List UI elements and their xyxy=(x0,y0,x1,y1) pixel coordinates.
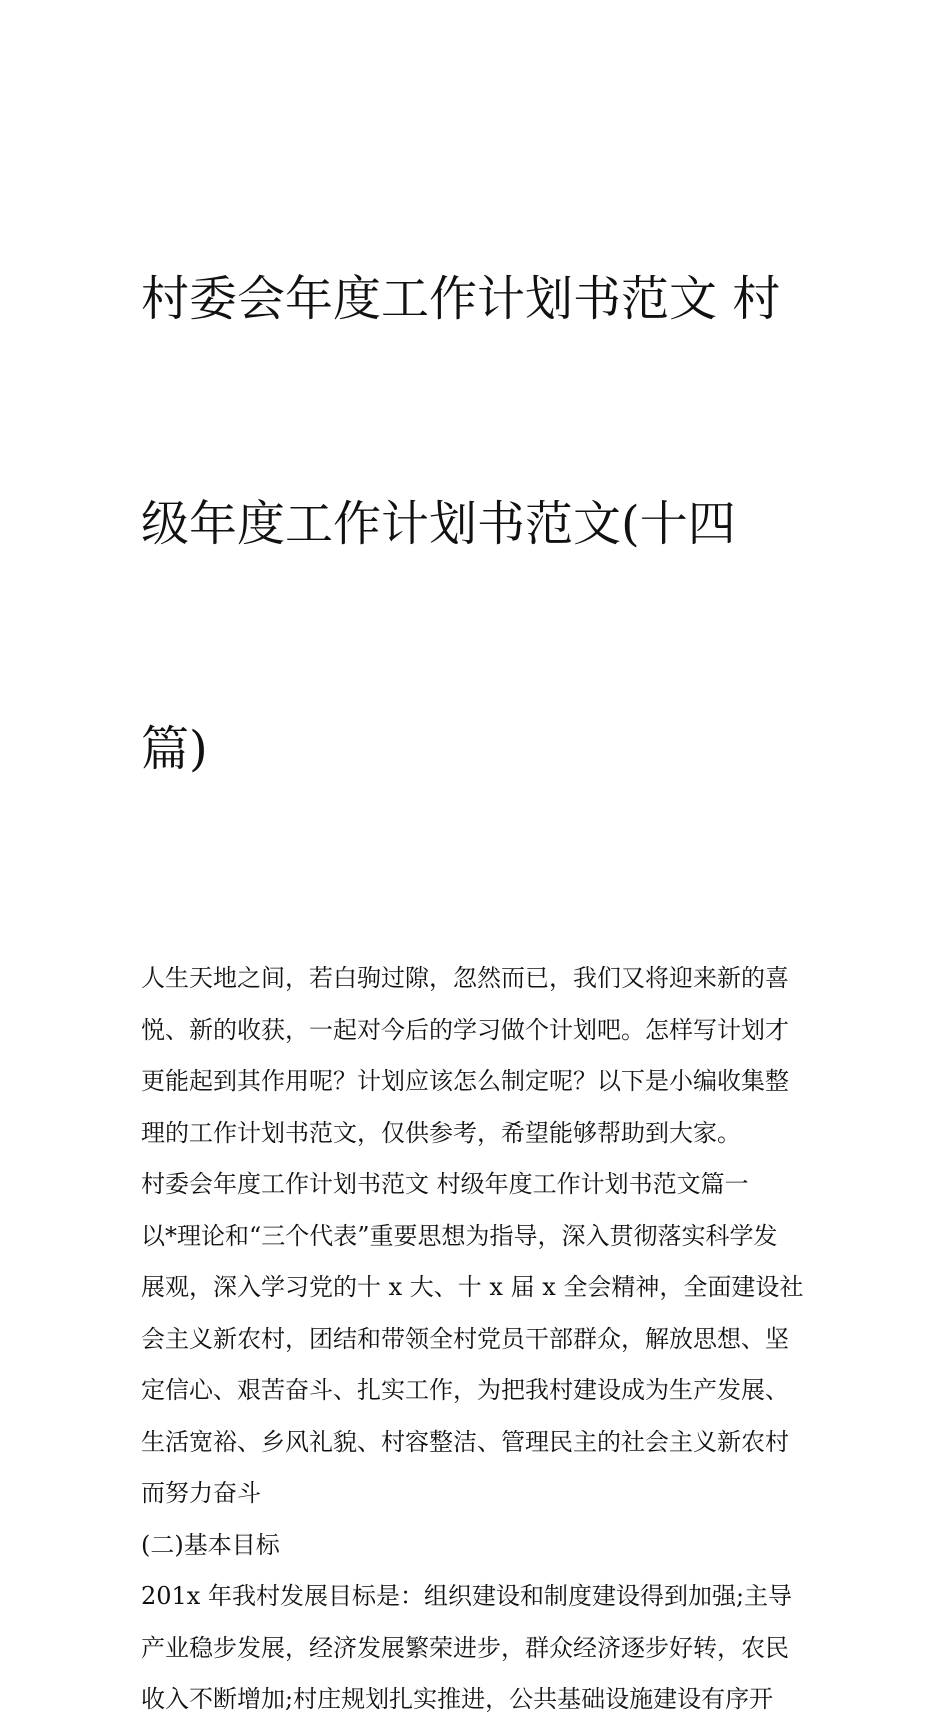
paragraph-line: 201x 年我村发展目标是：组织建设和制度建设得到加强;主导 xyxy=(141,1582,793,1610)
intro-line: 更能起到其作用呢？计划应该怎么制定呢？以下是小编收集整 xyxy=(141,1067,789,1095)
paragraph-line: 会主义新农村，团结和带领全村党员干部群众，解放思想、坚 xyxy=(141,1324,789,1353)
paragraph-line: 定信心、艰苦奋斗、扎实工作，为把我村建设成为生产发展、 xyxy=(141,1376,789,1404)
section-heading: 村委会年度工作计划书范文 村级年度工作计划书范文篇一 xyxy=(141,1170,749,1198)
document-body xyxy=(141,953,813,1726)
paragraph-line: 收入不断增加;村庄规划扎实推进，公共基础设施建设有序开 xyxy=(141,1685,774,1713)
intro-line: 悦、新的收获，一起对今后的学习做个计划吧。怎样写计划才 xyxy=(141,1015,789,1044)
paragraph-line: 产业稳步发展，经济发展繁荣进步，群众经济逐步好转，农民 xyxy=(141,1633,789,1662)
subheading: (二)基本目标 xyxy=(141,1530,280,1559)
title-line: 村委会年度工作计划书范文 村 xyxy=(141,271,781,327)
document-page xyxy=(141,112,813,1726)
paragraph-line: 展观，深入学习党的十 x 大、十 x 届 x 全会精神，全面建设社 xyxy=(141,1273,804,1301)
paragraph-line: 而努力奋斗 xyxy=(141,1479,261,1507)
intro-line: 理的工作计划书范文，仅供参考，希望能够帮助到大家。 xyxy=(141,1118,741,1147)
document-title xyxy=(141,112,813,937)
title-line: 篇) xyxy=(141,721,208,777)
title-line: 级年度工作计划书范文(十四 xyxy=(141,496,736,552)
intro-line: 人生天地之间，若白驹过隙，忽然而已，我们又将迎来新的喜 xyxy=(141,964,789,992)
paragraph-line: 以*理论和“三个代表”重要思想为指导，深入贯彻落实科学发 xyxy=(141,1221,778,1250)
paragraph-line: 生活宽裕、乡风礼貌、村容整洁、管理民主的社会主义新农村 xyxy=(141,1427,789,1456)
